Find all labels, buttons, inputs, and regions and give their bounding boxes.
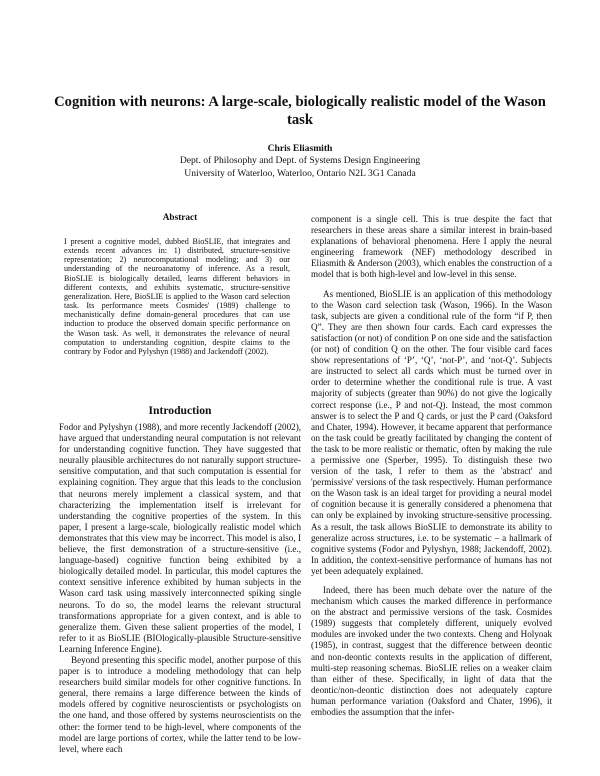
affiliation-line: Dept. of Philosophy and Dept. of Systems Design Engineering	[179, 155, 421, 167]
paper-title: Cognition with neurons: A large-scale, biologically realistic model of the Wason task	[54, 94, 546, 128]
abstract-heading: Abstract	[162, 213, 198, 223]
right-column-body	[311, 214, 552, 718]
author-block	[100, 143, 500, 180]
paragraph: As mentioned, BioSLIE is an application of this methodology to the Wason card selection task (Wason, 1966). In the Wason task, subjects are given a conditional rule of the form “if P, then Q”. They are then shown four cards. Each card expresses the satisfaction (or not) of condition P on one side and the satisfaction (or not) of condition Q on the other. The four visible card faces show representations of ‘P’, ‘Q’, ‘not-P’, and ‘not-Q’. Subjects are instructed to select all cards which must be turned over in order to determine whether the conditional rule is true. A vast majority of subjects (greater than 90%) do not give the logically correct response (i.e., P and not-Q). Instead, the most common answer is to select the P and Q cards, or just the P card (Oaksford and Chater, 1994). However, it became apparent that performance on the task could be greatly facilitated by changing the content of the task to be more realistic or thematic, often by making the rule a permissive one (Sperber, 1995). To distinguish these two version of the task, I refer to them as the 'abstract' and 'permissive' versions of the task respectively. Human performance on the Wason task is an ideal target for providing a neural model of cognition because it is generally considered a phenomena that can only be explained by invoking structure-sensitive processing. As a result, the task allows BioSLIE to demonstrate its ability to generalize across structures, i.e. to be systematic – a hallmark of cognitive systems (Fodor and Pylyshyn, 1988; Jackendoff, 2002). In addition, the context-sensitive performance of humans has not yet been adequately explained.	[311, 288, 552, 576]
paragraph: Beyond presenting this specific model, another purpose of this paper is to introduce a modeling methodology that can help researchers build similar models for other cognitive functions. In general, there remains a large difference between the kinds of models offered by cognitive neuroscientists or psychologists on the one hand, and those offered by systems neuroscientists on the other: the former tend to be high-level, where components of the model are large portions of cortex, while the latter tend to be low-level, where each	[59, 654, 301, 754]
affiliation-line: University of Waterloo, Waterloo, Ontario N2L 3G1 Canada	[184, 167, 416, 179]
section-heading-introduction: Introduction	[148, 404, 212, 417]
paragraph: Fodor and Pylyshyn (1988), and more recently Jackendoff (2002), have argued that understanding neural computation is not relevant for understanding cognitive function. They have suggested that neurally plausible architectures do not naturally support structure-sensitive computation, and that such computation is essential for explaining cognition. They argue that this leads to the conclusion that neurons merely implement a classical system, and that characterizing the implementation itself is irrelevant for understanding the cognitive properties of the system. In this paper, I present a large-scale, biologically realistic model which demonstrates that this view may be incorrect. This model is also, I believe, the first demonstration of a structure-sensitive (i.e., language-based) cognitive function being exhibited by a biologically detailed model. In particular, this model captures the context sensitive inference exhibited by human subjects in the Wason card task using massively interconnected spiking single neurons. To do so, the model learns the relevant structural transformations appropriate for a given context, and is able to generalize them. Given these salient properties of the model, I refer to it as BioSLIE (BIOlogically-plausible Structure-sensitive Learning Inference Engine).	[59, 422, 301, 654]
paragraph: Indeed, there has been much debate over the nature of the mechanism which causes the marked difference in performance on the abstract and permissive versions of the task. Cosmides (1989) suggests that completely different, uniquely evolved modules are invoked under the two contexts. Cheng and Holyoak (1985), in contrast, suggest that the difference between deontic and non-deontic contexts results in the application of different, multi-step reasoning schemas. BioSLIE relies on a weaker claim than either of these. Specifically, in light of data that the deontic/non-deontic distinction does not adequately capture human performance variation (Oaksford and Chater, 1996), it embodies the assumption that the infer-	[311, 585, 552, 718]
paragraph: component is a single cell. This is true despite the fact that researchers in these areas share a similar interest in brain-based explanations of behavioral phenomena. Here I apply the neural engineering framework (NEF) methodology described in Eliasmith & Anderson (2003), which enables the construction of a model that is both high-level and low-level in this sense.	[311, 214, 552, 280]
left-column-body	[59, 422, 301, 755]
abstract-text: I present a cognitive model, dubbed BioSLIE, that integrates and extends recent advances in: 1) distributed, structure-sensitive representation; 2) neurocomputational modeling; and 3) our understanding of the neuroanatomy of inference. As a result, BioSLIE is biologically detailed, learns different behaviors in different contexts, and exhibits systematic, structure-sensitive generalization. Here, BioSLIE is applied to the Wason card selection task. Its performance meets Cosmides' (1989) challenge to mechanistically define domain-general procedures that can use induction to produce the observed domain specific performance on the Wason task. As well, it demonstrates the relevance of neural computation to understanding cognition, despite claims to the contrary by Fodor and Pylyshyn (1988) and Jackendoff (2002).	[64, 237, 290, 356]
author-name: Chris Eliasmith	[267, 143, 333, 154]
